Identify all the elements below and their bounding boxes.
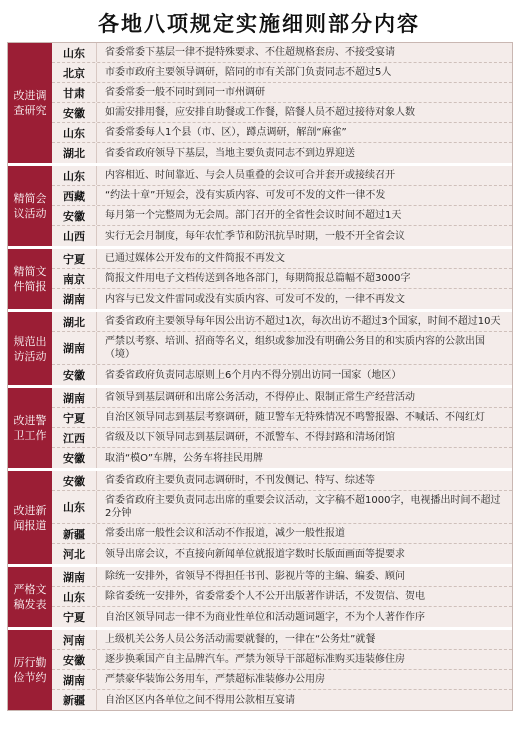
table-row bbox=[52, 103, 512, 123]
section-rows bbox=[52, 567, 512, 627]
table-row bbox=[52, 206, 512, 226]
section-category: 改进调查研究 bbox=[8, 43, 52, 163]
province-label: 河北 bbox=[52, 544, 97, 564]
rule-text: 实行无会月制度，每年农忙季节和防汛抗旱时期，一般不开全省会议 bbox=[105, 230, 405, 242]
rule-text: 简报文件用电子文档传送到各地各部门，每期简报总篇幅不超3000字 bbox=[105, 273, 411, 284]
province-label: 山东 bbox=[52, 491, 97, 523]
province-label: 山东 bbox=[52, 166, 97, 185]
province-label: 江西 bbox=[52, 428, 97, 447]
province-label: 湖北 bbox=[52, 143, 97, 163]
rule-text: 常委出席一般性会议和活动不作报道，减少一般性报道 bbox=[105, 528, 345, 539]
rule-text: 内容相近、时间靠近、与会人员重叠的会议可合并套开或接续召开 bbox=[105, 170, 395, 181]
section-rows bbox=[52, 471, 512, 564]
rule-text: 省委省政府主要负责同志出席的重要会议活动，文字稿不超1000字，电视播出时间不超过2分钟 bbox=[105, 495, 501, 519]
table-row bbox=[52, 63, 512, 83]
rule-text: 省委常委每人1个县（市、区），蹲点调研，解剖“麻雀” bbox=[105, 127, 347, 138]
province-label: 西藏 bbox=[52, 186, 97, 205]
province-label: 安徽 bbox=[52, 448, 97, 468]
table-row bbox=[52, 544, 512, 564]
rule-text: 取消“模O”车牌，公务车将挂民用牌 bbox=[105, 452, 264, 464]
section-rows bbox=[52, 43, 512, 163]
rule-text: “约法十章”开短会，没有实质内容、可发可不发的文件一律不发 bbox=[105, 190, 386, 201]
rules-section bbox=[8, 471, 512, 567]
rule-text: 逐步换乘国产自主品牌汽车。严禁为领导干部超标准购买违装修住房 bbox=[105, 654, 405, 665]
table-row bbox=[52, 83, 512, 103]
table-row bbox=[52, 670, 512, 690]
province-label: 宁夏 bbox=[52, 408, 97, 427]
rules-section bbox=[8, 43, 512, 166]
section-category: 厉行勤俭节约 bbox=[8, 630, 52, 710]
rule-text: 自治区领导同志到基层考察调研，随卫警车无特殊情况不鸣警报器、不喊话、不闯红灯 bbox=[105, 412, 485, 423]
rule-text: 省委常委一般不同时到同一市州调研 bbox=[105, 87, 265, 98]
province-label: 安徽 bbox=[52, 471, 97, 490]
rule-text: 省委省政府领导下基层，当地主要负责同志不到边界迎送 bbox=[105, 147, 355, 159]
rule-text: 自治区领导同志一律不为商业性单位和活动题词题字，不为个人著作作序 bbox=[105, 611, 425, 623]
section-category: 规范出访活动 bbox=[8, 312, 52, 385]
province-label: 湖南 bbox=[52, 332, 97, 364]
rules-section bbox=[8, 166, 512, 249]
rule-text: 已通过媒体公开发布的文件简报不再发文 bbox=[105, 253, 285, 264]
province-label: 甘肃 bbox=[52, 83, 97, 102]
table-row bbox=[52, 312, 512, 332]
province-label: 湖南 bbox=[52, 388, 97, 407]
province-label: 新疆 bbox=[52, 524, 97, 543]
table-row bbox=[52, 388, 512, 408]
rule-text: 自治区区内各单位之间不得用公款相互宴请 bbox=[105, 694, 295, 706]
rule-text: 每月第一个完整周为无会周。部门召开的全省性会议时间不超过1天 bbox=[105, 210, 402, 221]
province-label: 宁夏 bbox=[52, 249, 97, 268]
table-row bbox=[52, 471, 512, 491]
rules-table bbox=[7, 42, 513, 711]
section-rows bbox=[52, 388, 512, 468]
table-row bbox=[52, 491, 512, 524]
section-rows bbox=[52, 166, 512, 246]
rules-section bbox=[8, 567, 512, 630]
province-label: 北京 bbox=[52, 63, 97, 82]
rule-text: 市委市政府主要领导调研，陪同的市有关部门负责同志不超过5人 bbox=[105, 67, 392, 78]
province-label: 山西 bbox=[52, 226, 97, 246]
table-row bbox=[52, 269, 512, 289]
rule-text: 严禁以考察、培训、招商等名义，组织或参加没有明确公务目的和实质内容的公款出国（境） bbox=[105, 336, 485, 360]
table-row bbox=[52, 43, 512, 63]
province-label: 湖南 bbox=[52, 289, 97, 309]
rule-text: 上级机关公务人员公务活动需要就餐的，一律在“公务灶”就餐 bbox=[105, 634, 376, 645]
table-row bbox=[52, 448, 512, 468]
section-category: 改进新闻报道 bbox=[8, 471, 52, 564]
province-label: 湖南 bbox=[52, 567, 97, 586]
rules-section bbox=[8, 249, 512, 312]
rules-section bbox=[8, 388, 512, 471]
section-category: 精简会议活动 bbox=[8, 166, 52, 246]
rule-text: 省委常委下基层一律不提特殊要求、不住超规格套房、不接受宴请 bbox=[105, 47, 395, 58]
table-row bbox=[52, 567, 512, 587]
section-rows bbox=[52, 312, 512, 385]
province-label: 山东 bbox=[52, 587, 97, 606]
rule-text: 如需安排用餐，应安排自助餐或工作餐，陪餐人员不超过接待对象人数 bbox=[105, 107, 415, 118]
rule-text: 严禁豪华装饰公务用车，严禁超标准装修办公用房 bbox=[105, 674, 325, 685]
table-row bbox=[52, 166, 512, 186]
table-row bbox=[52, 365, 512, 385]
province-label: 安徽 bbox=[52, 650, 97, 669]
rule-text: 内容与已发文件雷同或没有实质内容、可发可不发的，一律不再发文 bbox=[105, 293, 405, 305]
table-row bbox=[52, 630, 512, 650]
table-row bbox=[52, 123, 512, 143]
rule-text: 省委省政府主要负责同志调研时，不刊发侧记、特写、综述等 bbox=[105, 475, 375, 486]
table-row bbox=[52, 408, 512, 428]
province-label: 山东 bbox=[52, 43, 97, 62]
section-rows bbox=[52, 249, 512, 309]
rule-text: 省领导到基层调研和出席公务活动，不得停止、限制正常生产经营活动 bbox=[105, 392, 415, 403]
table-row bbox=[52, 607, 512, 627]
province-label: 安徽 bbox=[52, 365, 97, 385]
province-label: 安徽 bbox=[52, 103, 97, 122]
rules-section bbox=[8, 630, 512, 710]
province-label: 安徽 bbox=[52, 206, 97, 225]
province-label: 宁夏 bbox=[52, 607, 97, 627]
province-label: 新疆 bbox=[52, 690, 97, 710]
table-row bbox=[52, 524, 512, 544]
rules-section bbox=[8, 312, 512, 388]
province-label: 南京 bbox=[52, 269, 97, 288]
table-row bbox=[52, 249, 512, 269]
rule-text: 除统一安排外，省领导不得担任书刊、影视片等的主编、编委、顾问 bbox=[105, 571, 405, 582]
table-row bbox=[52, 186, 512, 206]
rule-text: 领导出席会议，不直接向新闻单位就报道字数时长版面画面等提要求 bbox=[105, 548, 405, 560]
table-row bbox=[52, 428, 512, 448]
table-row bbox=[52, 226, 512, 246]
rule-text: 省委省政府主要领导每年因公出访不超过1次，每次出访不超过3个国家，时间不超过10天 bbox=[105, 316, 501, 327]
province-label: 河南 bbox=[52, 630, 97, 649]
section-category: 精简文件简报 bbox=[8, 249, 52, 309]
table-row bbox=[52, 650, 512, 670]
section-category: 改进警卫工作 bbox=[8, 388, 52, 468]
province-label: 山东 bbox=[52, 123, 97, 142]
rule-text: 省委省政府负责同志原则上6个月内不得分别出访同一国家（地区） bbox=[105, 369, 402, 381]
table-row bbox=[52, 289, 512, 309]
province-label: 湖南 bbox=[52, 670, 97, 689]
rule-text: 除省委统一安排外，省委常委个人不公开出版著作讲话，不发贺信、贺电 bbox=[105, 591, 425, 602]
rule-text: 省级及以下领导同志到基层调研，不派警车、不得封路和清场闭馆 bbox=[105, 432, 395, 443]
section-rows bbox=[52, 630, 512, 710]
page-title: 各地八项规定实施细则部分内容 bbox=[98, 12, 420, 36]
table-row bbox=[52, 332, 512, 365]
table-row bbox=[52, 587, 512, 607]
section-category: 严格文稿发表 bbox=[8, 567, 52, 627]
province-label: 湖北 bbox=[52, 312, 97, 331]
table-row bbox=[52, 143, 512, 163]
table-row bbox=[52, 690, 512, 710]
